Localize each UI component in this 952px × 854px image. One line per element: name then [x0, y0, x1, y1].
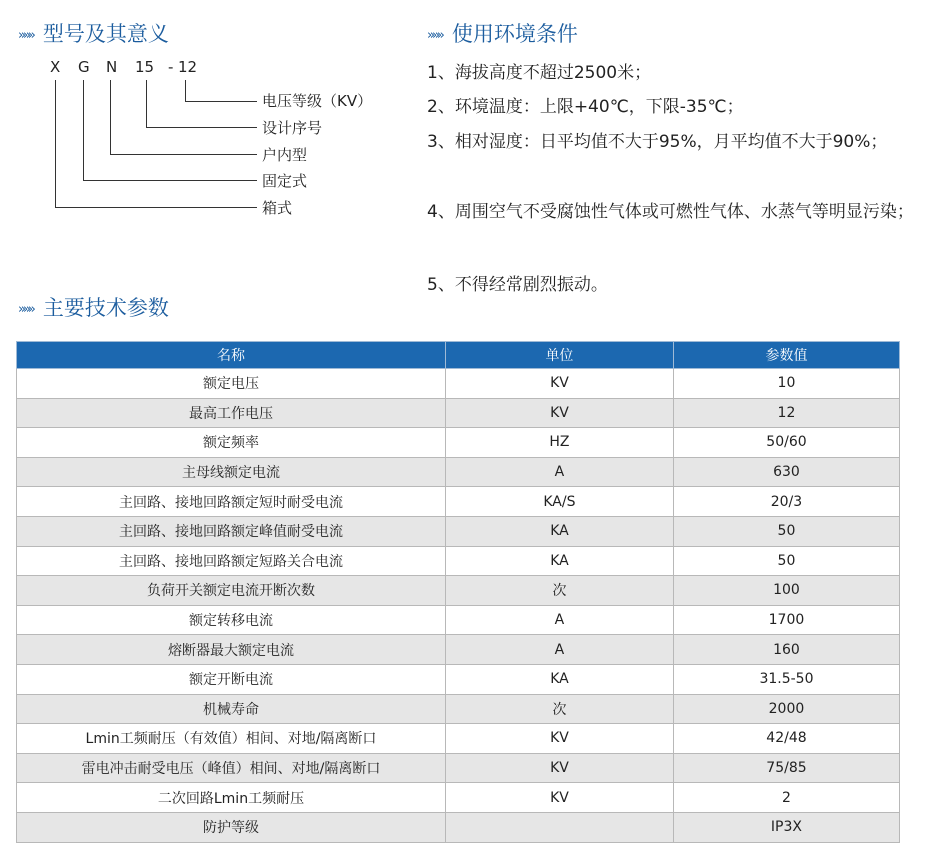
cell-name: 负荷开关额定电流开断次数 [17, 576, 446, 606]
cell-value: 50 [673, 546, 899, 576]
cell-unit: A [445, 635, 673, 665]
tree-line [55, 207, 257, 208]
cell-name: 最高工作电压 [17, 398, 446, 428]
model-letter-g: G [78, 58, 90, 76]
model-section-heading [18, 20, 169, 50]
cell-value: 1700 [673, 605, 899, 635]
tree-line [83, 80, 84, 181]
cell-name: 额定频率 [17, 428, 446, 458]
chevron-icon: »»» [18, 28, 33, 43]
condition-item: 2、环境温度：上限+40℃，下限-35℃； [427, 97, 744, 117]
condition-item: 4、周围空气不受腐蚀性气体或可燃性气体、水蒸气等明显污染； [427, 202, 914, 222]
cell-unit: 次 [445, 694, 673, 724]
cell-unit: KA [445, 664, 673, 694]
table-row [17, 724, 900, 754]
table-row [17, 605, 900, 635]
cell-value: 42/48 [673, 724, 899, 754]
cell-unit: KA [445, 546, 673, 576]
table-row [17, 546, 900, 576]
table-row [17, 487, 900, 517]
cell-unit: HZ [445, 428, 673, 458]
cell-name: 防护等级 [17, 812, 446, 842]
cell-unit: KV [445, 753, 673, 783]
cell-value: 75/85 [673, 753, 899, 783]
model-number-15: 15 [135, 58, 155, 76]
label-box-type: 箱式 [262, 199, 293, 217]
tech-section-title: 主要技术参数 [42, 296, 169, 320]
cell-name: 额定开断电流 [17, 664, 446, 694]
chevron-icon: »»» [18, 302, 33, 317]
header-unit: 单位 [445, 342, 673, 369]
tree-line [110, 80, 111, 155]
table-row [17, 783, 900, 813]
table-row [17, 398, 900, 428]
tree-line [146, 127, 257, 128]
table-row [17, 664, 900, 694]
cell-name: 主回路、接地回路额定峰值耐受电流 [17, 516, 446, 546]
tree-line [185, 101, 257, 102]
header-value: 参数值 [673, 342, 899, 369]
header-name: 名称 [17, 342, 446, 369]
cell-value: IP3X [673, 812, 899, 842]
cell-value: 31.5-50 [673, 664, 899, 694]
tree-line [185, 80, 186, 102]
cell-unit: KV [445, 724, 673, 754]
cell-unit: KA [445, 516, 673, 546]
label-design-serial: 设计序号 [262, 119, 323, 137]
model-letter-n: N [106, 58, 118, 76]
chevron-icon: »»» [427, 28, 442, 43]
cell-value: 12 [673, 398, 899, 428]
cell-value: 100 [673, 576, 899, 606]
env-section-heading [427, 20, 578, 50]
cell-name: 雷电冲击耐受电压（峰值）相间、对地/隔离断口 [17, 753, 446, 783]
cell-unit: KV [445, 783, 673, 813]
cell-unit: KV [445, 369, 673, 399]
cell-name: 主回路、接地回路额定短时耐受电流 [17, 487, 446, 517]
cell-name: 主回路、接地回路额定短路关合电流 [17, 546, 446, 576]
cell-value: 20/3 [673, 487, 899, 517]
table-row [17, 694, 900, 724]
label-indoor-type: 户内型 [262, 146, 308, 164]
tech-params-table [16, 341, 900, 843]
cell-value: 50/60 [673, 428, 899, 458]
cell-name: 额定转移电流 [17, 605, 446, 635]
cell-name: 二次回路Lmin工频耐压 [17, 783, 446, 813]
model-number-12: 12 [178, 58, 198, 76]
tree-line [110, 154, 257, 155]
cell-value: 630 [673, 457, 899, 487]
cell-unit: A [445, 605, 673, 635]
env-section-title: 使用环境条件 [451, 22, 578, 46]
label-fixed-type: 固定式 [262, 172, 308, 190]
table-row [17, 753, 900, 783]
tech-section-heading [18, 294, 169, 324]
cell-unit [445, 812, 673, 842]
cell-name: 熔断器最大额定电流 [17, 635, 446, 665]
cell-value: 50 [673, 516, 899, 546]
model-dash: - [168, 58, 174, 76]
condition-item: 5、不得经常剧烈振动。 [427, 275, 608, 295]
cell-value: 10 [673, 369, 899, 399]
label-voltage-level: 电压等级（KV） [262, 92, 373, 110]
table-header-row [17, 342, 900, 369]
cell-name: 机械寿命 [17, 694, 446, 724]
model-section-title: 型号及其意义 [42, 22, 169, 46]
cell-name: Lmin工频耐压（有效值）相间、对地/隔离断口 [17, 724, 446, 754]
table-row [17, 812, 900, 842]
table-row [17, 457, 900, 487]
cell-name: 额定电压 [17, 369, 446, 399]
table-row [17, 516, 900, 546]
table-row [17, 369, 900, 399]
model-letter-x: X [50, 58, 61, 76]
cell-unit: KA/S [445, 487, 673, 517]
cell-unit: 次 [445, 576, 673, 606]
cell-value: 2000 [673, 694, 899, 724]
cell-name: 主母线额定电流 [17, 457, 446, 487]
cell-value: 2 [673, 783, 899, 813]
table-row [17, 635, 900, 665]
table-row [17, 428, 900, 458]
condition-item: 3、相对湿度：日平均值不大于95%，月平均值不大于90%； [427, 132, 888, 152]
cell-unit: A [445, 457, 673, 487]
tree-line [146, 80, 147, 128]
tree-line [55, 80, 56, 208]
cell-value: 160 [673, 635, 899, 665]
cell-unit: KV [445, 398, 673, 428]
tree-line [83, 180, 257, 181]
table-row [17, 576, 900, 606]
condition-item: 1、海拔高度不超过2500米； [427, 63, 652, 83]
